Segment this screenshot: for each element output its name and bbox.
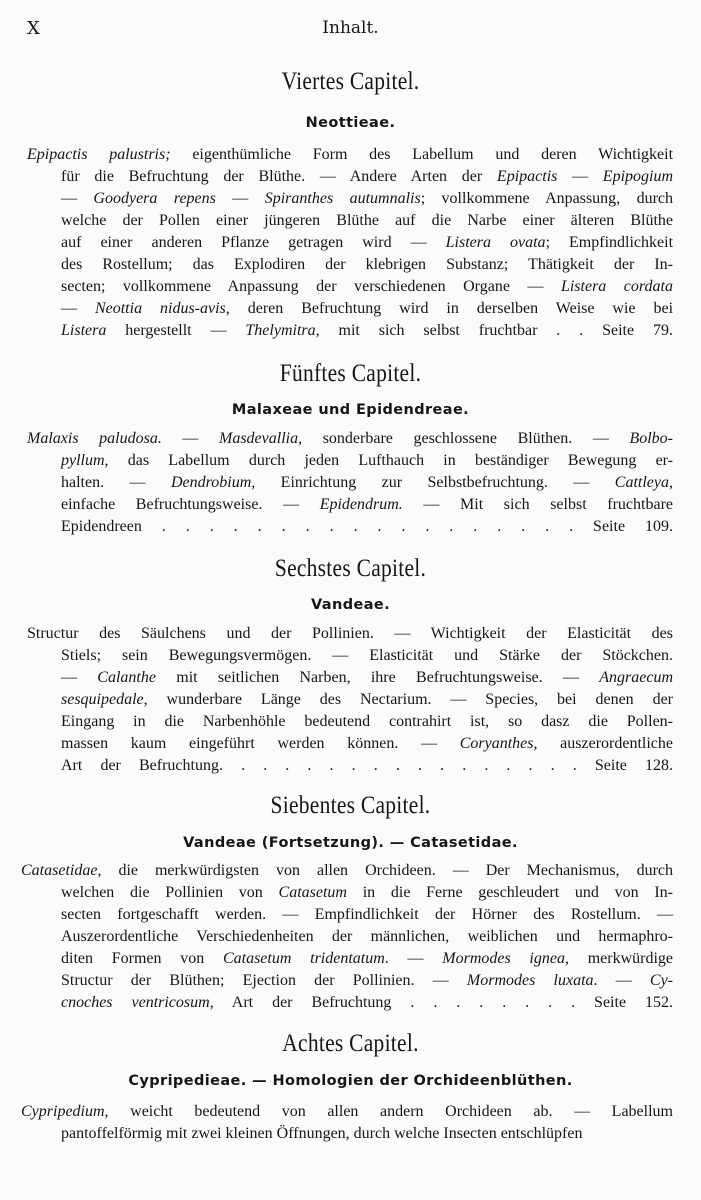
text-line: secten; vollkommene Anpassung der verschiedenen Organe — Listera cordata	[61, 278, 673, 295]
text-line: Auszerordentliche Verschiedenheiten der männlichen, weiblichen und hermaphro-	[61, 928, 673, 945]
text-line: welche der Pollen einer jüngeren Blüthe auf die Narbe einer älteren Blüthe	[61, 212, 673, 229]
text-line: Malaxis paludosa. — Masdevallia, sonderbare geschlossene Blüthen. — Bolbo-	[27, 430, 673, 447]
text-line: einfache Befruchtungsweise. — Epidendrum. — Mit sich selbst fruchtbare	[61, 496, 673, 513]
text-line: — Calanthe mit seitlichen Narben, ihre Befruchtungsweise. — Angraecum	[61, 669, 673, 686]
text-line: halten. — Dendrobium, Einrichtung zur Selbstbefruchtung. — Cattleya,	[61, 474, 674, 491]
text-line: auf einer anderen Pflanze getragen wird — Listera ovata; Empfindlichkeit	[61, 234, 674, 251]
text-line: — Neottia nidus-avis, deren Befruchtung wird in derselben Weise wie bei	[61, 300, 674, 317]
chapter-title: Viertes Capitel.	[281, 68, 420, 95]
section-title: Neottieae.	[305, 115, 396, 131]
text-line: massen kaum eingeführt werden können. — Coryanthes, auszerordentliche	[61, 735, 673, 752]
text-line: des Rostellum; das Explodiren der klebrigen Substanz; Thätigkeit der In-	[61, 256, 673, 273]
text-line: cnoches ventricosum, Art der Befruchtung . . . . . . . . Seite 152.	[61, 994, 674, 1011]
text-line: welchen die Pollinien von Catasetum in die Ferne geschleudert und von In-	[61, 884, 673, 901]
text-line: pantoffelförmig mit zwei kleinen Öffnungen, durch welche Insecten entschlüpfen	[61, 1125, 583, 1142]
text-line: Art der Befruchtung. . . . . . . . . . . . . . . . . Seite 128.	[61, 757, 673, 774]
section-title: Vandeae (Fortsetzung). — Catasetidae.	[183, 835, 518, 851]
text-line: Cypripedium, weicht bedeutend von allen andern Orchideen ab. — Labellum	[21, 1103, 673, 1120]
section-title: Malaxeae und Epidendreae.	[231, 402, 470, 418]
page-number: X	[27, 18, 40, 39]
text-line: für die Befruchtung der Blüthe. — Andere Arten der Epipactis — Epipogium	[61, 168, 674, 185]
text-line: Structur des Säulchens und der Pollinien. — Wichtigkeit der Elasticität des	[27, 625, 673, 642]
text-line: diten Formen von Catasetum tridentatum. — Mormodes ignea, merkwürdige	[61, 950, 674, 967]
text-line: sesquipedale, wunderbare Länge des Nectarium. — Species, bei denen der	[61, 691, 673, 708]
text-line: — Goodyera repens — Spiranthes autumnalis; vollkommene Anpassung, durch	[61, 190, 674, 207]
chapter-title: Sechstes Capitel.	[274, 555, 427, 582]
text-line: pyllum, das Labellum durch jeden Lufthauch in beständiger Bewegung er-	[61, 452, 673, 469]
text-line: Structur der Blüthen; Ejection der Pollinien. — Mormodes luxata. — Cy-	[61, 972, 674, 989]
running-head: Inhalt.	[322, 18, 379, 38]
section-title: Vandeae.	[310, 597, 391, 613]
text-line: Stiels; sein Bewegungsvermögen. — Elasticität und Stärke der Stöckchen.	[61, 647, 673, 664]
text-line: Epipactis palustris; eigenthümliche Form des Labellum und deren Wichtigkeit	[27, 146, 674, 163]
text-line: secten fortgeschafft werden. — Empfindlichkeit der Hörner des Rostellum. —	[61, 906, 673, 923]
chapter-title: Achtes Capitel.	[282, 1030, 419, 1057]
chapter-title: Siebentes Capitel.	[270, 792, 431, 819]
section-title: Cypripedieae. — Homologien der Orchideenblüthen.	[128, 1073, 573, 1089]
page-header	[0, 18, 701, 42]
chapter-title: Fünftes Capitel.	[279, 360, 422, 387]
text-line: Epidendreen . . . . . . . . . . . . . . . . . . Seite 109.	[61, 518, 673, 535]
text-line: Listera hergestellt — Thelymitra, mit sich selbst fruchtbar . . Seite 79.	[61, 322, 673, 339]
text-line: Catasetidae, die merkwürdigsten von allen Orchideen. — Der Mechanismus, durch	[21, 862, 673, 879]
text-line: Eingang in die Narbenhöhle bedeutend contrahirt ist, so dasz die Pollen-	[61, 713, 673, 730]
